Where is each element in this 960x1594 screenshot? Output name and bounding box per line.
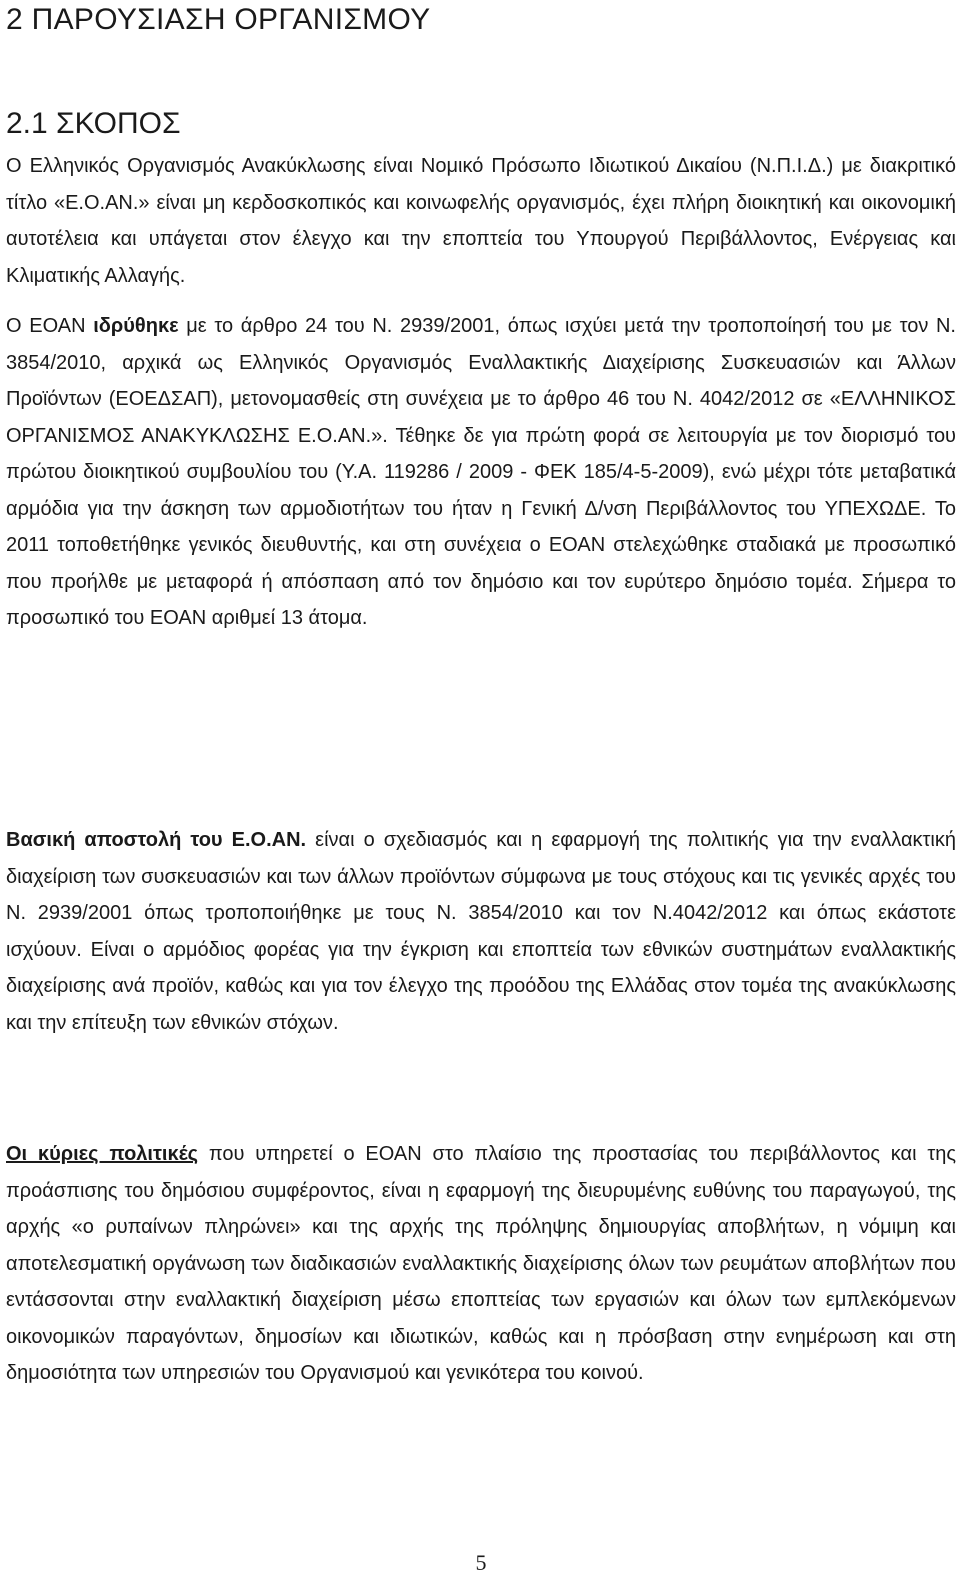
mission-text: είναι ο σχεδιασμός και η εφαρμογή της πολιτικής για την εναλλακτική διαχείριση των συσκευασιών και των άλλων προϊόντων σύμφωνα με τους στόχους και τις γενικές αρχές του Ν. 2939/2001 όπως τροποποιήθηκε με τους Ν. 3854/2010 και τον Ν.4042/2012 και όπως εκάστοτε ισχύουν. Είναι ο αρμόδιος φορέας για την έγκριση και εποπτεία των εθνικών συστημάτων εναλλακτικής διαχείρισης ανά προϊόν, καθώς και για τον έλεγχο της προόδου της Ελλάδας στον τομέα της ανακύκλωσης και την επίτευξη των εθνικών στόχων. [6, 829, 956, 1034]
paragraph-mission [6, 822, 956, 1041]
founding-lead: Ο ΕΟΑΝ [6, 315, 94, 337]
paragraph-founding [6, 308, 956, 637]
mission-bold: Βασική αποστολή του Ε.Ο.ΑΝ. [6, 829, 307, 851]
section-heading: 2 ΠΑΡΟΥΣΙΑΣΗ ΟΡΓΑΝΙΣΜΟΥ [6, 3, 431, 36]
paragraph-policies [6, 1136, 956, 1392]
page-number: 5 [475, 1550, 487, 1575]
policies-bold: Οι κύριες πολιτικές [6, 1143, 199, 1165]
policies-text: που υπηρετεί ο ΕΟΑΝ στο πλαίσιο της προστασίας του περιβάλλοντος και της προάσπισης του δημόσιου συμφέροντος, είναι η εφαρμογή της διευρυμένης ευθύνης του παραγωγού, της αρχής «ο ρυπαίνων πληρώνει» και της αρχής της πρόληψης δημιουργίας αποβλήτων, η νόμιμη και αποτελεσματική οργάνωση των διαδικασιών εναλλακτικής διαχείρισης όλων των ρευμάτων αποβλήτων που εντάσσονται στην εναλλακτική διαχείριση μέσω εποπτείας των εργασιών και όλων των εμπλεκόμενων οικονομικών παραγόντων, δημοσίων και ιδιωτικών, καθώς και η πρόσβαση στην ενημέρωση και στη δημοσιότητα των υπηρεσιών του Οργανισμού και γενικότερα του κοινού. [6, 1143, 956, 1384]
paragraph-intro: Ο Ελληνικός Οργανισμός Ανακύκλωσης είναι Νομικό Πρόσωπο Ιδιωτικού Δικαίου (Ν.Π.Ι.Δ.) με διακριτικό τίτλο «Ε.Ο.ΑΝ.» είναι μη κερδοσκοπικός και κοινωφελής οργανισμός, έχει πλήρη διοικητική και οικονομική αυτοτέλεια και υπάγεται στον έλεγχο και την εποπτεία του Υπουργού Περιβάλλοντος, Ενέργειας και Κλιματικής Αλλαγής. [6, 155, 956, 287]
founding-text: με το άρθρο 24 του Ν. 2939/2001, όπως ισχύει μετά την τροποποίησή του με τον Ν. 3854/2010, αρχικά ως Ελληνικός Οργανισμός Εναλλακτικής Διαχείρισης Συσκευασιών και Άλλων Προϊόντων (ΕΟΕΔΣΑΠ), μετονομασθείς στη συνέχεια με το άρθρο 46 του Ν. 4042/2012 σε «ΕΛΛΗΝΙΚΟΣ ΟΡΓΑΝΙΣΜΟΣ ΑΝΑΚΥΚΛΩΣΗΣ Ε.Ο.ΑΝ.». Τέθηκε δε για πρώτη φορά σε λειτουργία με τον διορισμό του πρώτου διοικητικού συμβουλίου του (Υ.Α. 119286 / 2009 - ΦΕΚ 185/4-5-2009), ενώ μέχρι τότε μεταβατικά αρμόδια για την άσκηση των αρμοδιοτήτων του ήταν η Γενική Δ/νση Περιβάλλοντος του ΥΠΕΧΩΔΕ. Το 2011 τοποθετήθηκε γενικός διευθυντής, και στη συνέχεια ο ΕΟΑΝ στελεχώθηκε σταδιακά με προσωπικό που προήλθε με μεταφορά ή απόσπαση από τον δημόσιο και τον ευρύτερο δημόσιο τομέα. Σήμερα το προσωπικό του ΕΟΑΝ αριθμεί 13 άτομα. [6, 315, 956, 629]
founding-bold: ιδρύθηκε [93, 315, 179, 337]
subsection-heading: 2.1 ΣΚΟΠΟΣ [6, 107, 181, 140]
